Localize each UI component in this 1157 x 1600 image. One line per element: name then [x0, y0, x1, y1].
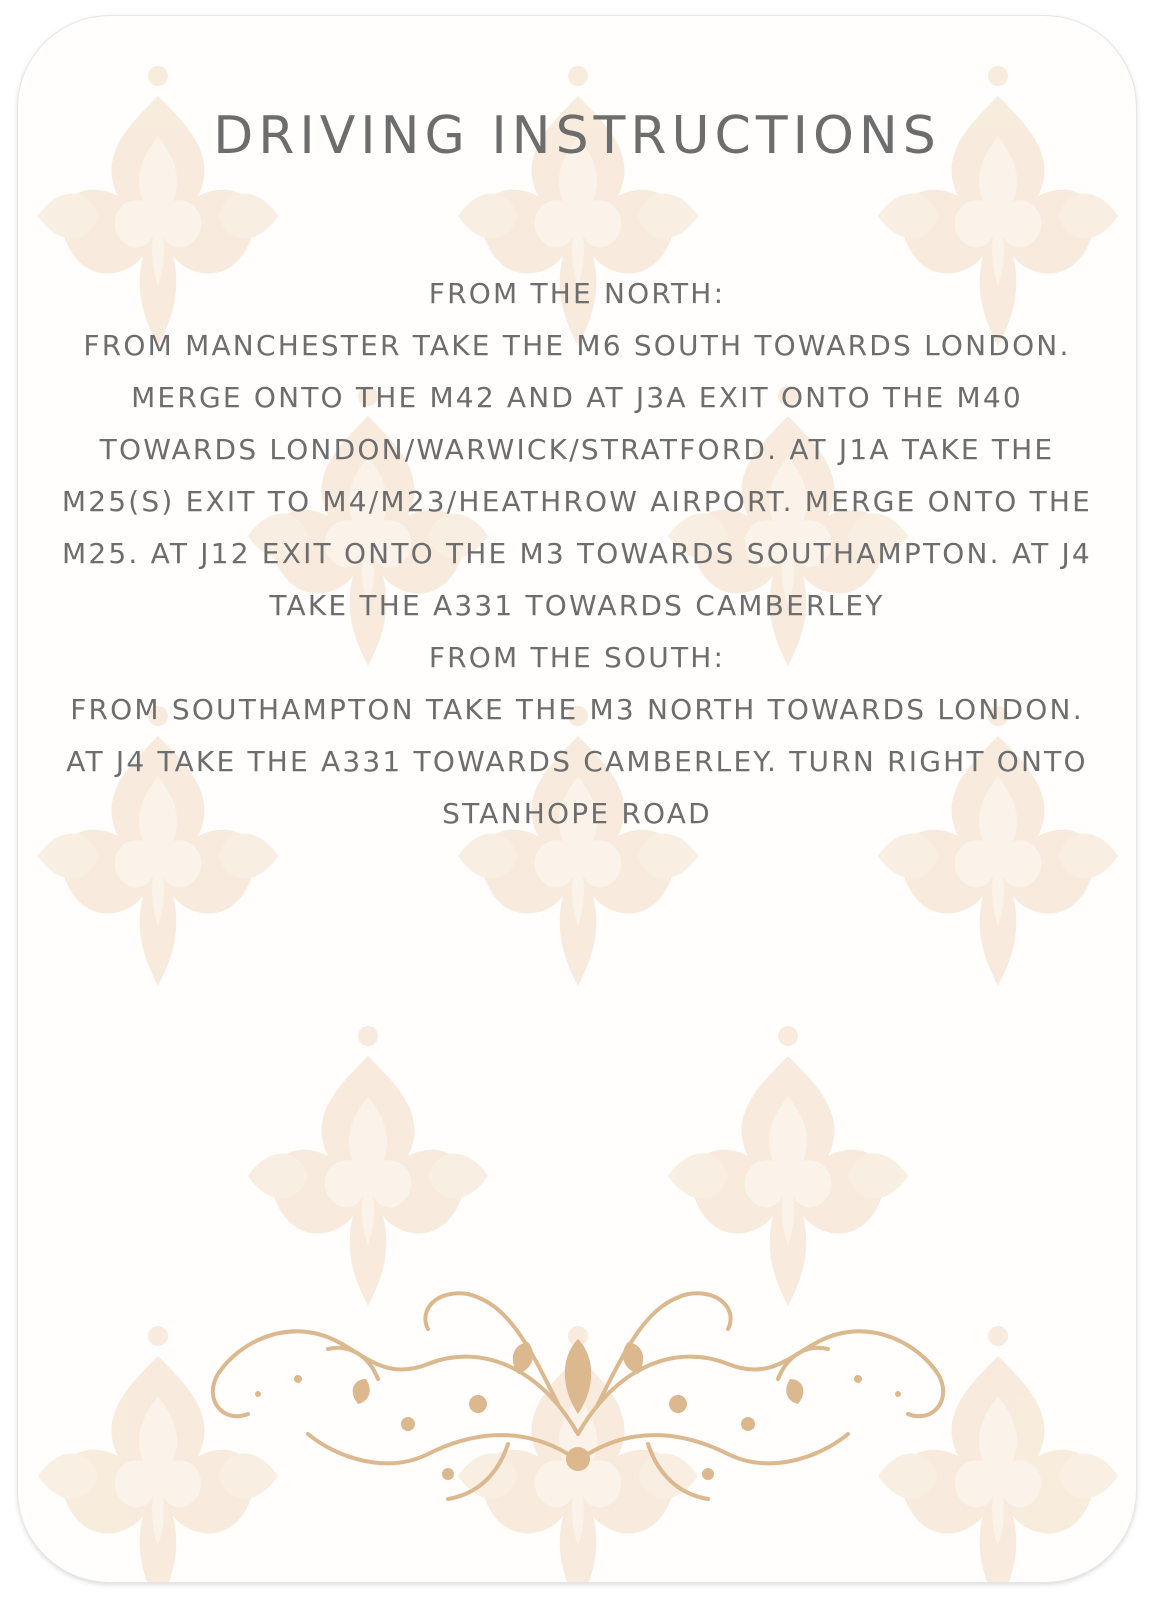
section-text-south: FROM SOUTHAMPTON TAKE THE M3 NORTH TOWARDS LONDON. AT J4 TAKE THE A331 TOWARDS CAMBERLEY. TURN RIGHT ONTO STANHOPE ROAD — [66, 693, 1088, 830]
section-text-north: FROM MANCHESTER TAKE THE M6 SOUTH TOWARDS LONDON. MERGE ONTO THE M42 AND AT J3A EXIT ONTO THE M40 TOWARDS LONDON/WARWICK/STRATFORD. AT J1A TAKE THE M25(S) EXIT TO M4/M23/HEATHROW AIRPORT. MERGE ONTO THE M25. AT J12 EXIT ONTO THE M3 TOWARDS SOUTHAMPTON. AT J4 TAKE THE A331 TOWARDS CAMBERLEY — [61, 329, 1093, 622]
section-heading-north: FROM THE NORTH: — [428, 277, 726, 310]
driving-instructions-card — [18, 16, 1136, 1582]
page-title: DRIVING INSTRUCTIONS — [213, 106, 941, 166]
floral-flourish-ornament — [178, 1284, 978, 1514]
directions-body — [48, 268, 1106, 840]
section-heading-south: FROM THE SOUTH: — [428, 641, 726, 674]
